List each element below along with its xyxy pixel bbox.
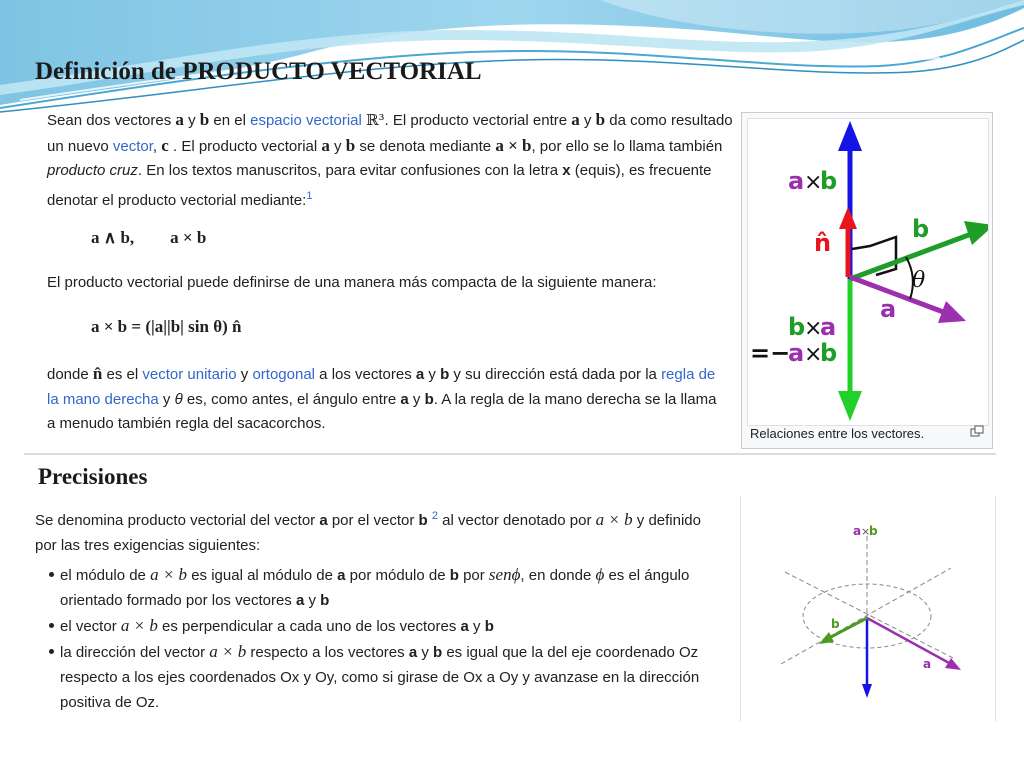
label-b: b: [831, 617, 840, 631]
label-bxa-a: a: [820, 313, 837, 341]
a-vector: [867, 618, 951, 664]
bxa-arrowhead: [838, 391, 862, 421]
vector-relations-diagram: [748, 119, 988, 425]
label-neg-x: ×: [804, 342, 823, 367]
label-a: a: [880, 295, 897, 323]
list-item: el módulo de a × b es igual al módulo de a por módulo de b por senϕ, en donde ϕ es el ángulo orientado formado por los vectores a y b: [36, 562, 716, 613]
label-axb-a: a: [788, 167, 805, 195]
label-bxa-x: ×: [804, 316, 823, 341]
list-item: el vector a × b es perpendicular a cada uno de los vectores a y b: [36, 613, 716, 639]
link-regla-mano-derecha[interactable]: regla de la mano derecha: [47, 366, 716, 408]
link-vector[interactable]: vector: [112, 137, 153, 155]
section-divider: [24, 453, 996, 455]
vector-relations-figure: [741, 112, 993, 449]
link-ortogonal[interactable]: ortogonal: [252, 366, 316, 383]
donde-paragraph: donde n̂ es el vector unitario y ortogonal a los vectores a y b y su dirección está dada por la regla de la mano derecha y θ es, como antes, el ángulo entre a y b. A la regla de la mano derecha se la llama a menudo también regla del sacacorchos.: [47, 364, 717, 432]
cross-product-axes-diagram: [741, 496, 995, 722]
label-nhat: n̂: [814, 229, 832, 257]
enlarge-icon[interactable]: [970, 424, 984, 438]
label-axb-b: b: [820, 167, 838, 195]
intro-paragraph: Sean dos vectores a y b en el espacio vectorial ℝ³. El producto vectorial entre a y b da como resultado un nuevo vector, c . El producto vectorial a y b se denota mediante a × b, por ello se lo llama también producto cruz. En los textos manuscritos, para evitar confusiones con la letra x (equis), es frecuente denotar el producto vectorial mediante:$^1$: [47, 110, 733, 209]
compact-definition-text: El producto vectorial puede definirse de una manera más compacta de la siguiente manera:: [47, 274, 657, 291]
label-neg-b: b: [820, 339, 838, 367]
label-axb-a: a: [853, 524, 862, 538]
link-espacio-vectorial[interactable]: espacio vectorial: [250, 112, 362, 129]
vector-relations-image[interactable]: [747, 118, 989, 426]
label-b: b: [912, 215, 930, 243]
link-vector-unitario[interactable]: vector unitario: [142, 366, 237, 383]
label-axb-x: ×: [861, 525, 871, 538]
nhat-arrowhead: [839, 207, 857, 229]
a-vector: [850, 277, 946, 313]
label-a: a: [923, 657, 932, 671]
label-neg-a: a: [788, 339, 805, 367]
label-bxa-b: b: [788, 313, 806, 341]
label-axb-x: ×: [804, 170, 823, 195]
dashed-axis-1: [785, 572, 953, 658]
label-neg-eq: =−: [750, 339, 791, 367]
slide-title: Definición de PRODUCTO VECTORIAL: [35, 58, 482, 85]
reference-2[interactable]: 2: [431, 510, 439, 522]
a-arrowhead: [938, 301, 966, 323]
axb-arrowhead: [862, 684, 872, 698]
list-item: la dirección del vector a × b respecto a los vectores a y b es igual que la del eje coordenado Oz respecto a los ejes coordenados Ox y Oy, como si girase de Ox a Oy y avanzase en la dirección positiva de Oz.: [36, 639, 716, 715]
axb-arrowhead: [838, 121, 862, 151]
formula-cross-product: a × b = (|a||b| sin θ) n̂: [91, 317, 242, 336]
precisiones-intro: Se denomina producto vectorial del vector a por el vector b $^2$ al vector denotado por a × b y definido por las tres exigencias siguientes:: [35, 510, 701, 554]
b-arrowhead: [819, 632, 834, 644]
label-axb-b: b: [869, 524, 878, 538]
section-title-precisiones: Precisiones: [38, 464, 148, 489]
a-arrowhead: [945, 658, 961, 670]
formula-notation: a ∧ b, a × b: [91, 228, 207, 247]
requirements-list: [36, 562, 716, 715]
cross-product-axes-figure[interactable]: [740, 496, 996, 722]
figure-caption: Relaciones entre los vectores.: [750, 426, 925, 441]
label-theta: θ: [912, 268, 926, 293]
reference-1[interactable]: 1: [306, 189, 313, 202]
